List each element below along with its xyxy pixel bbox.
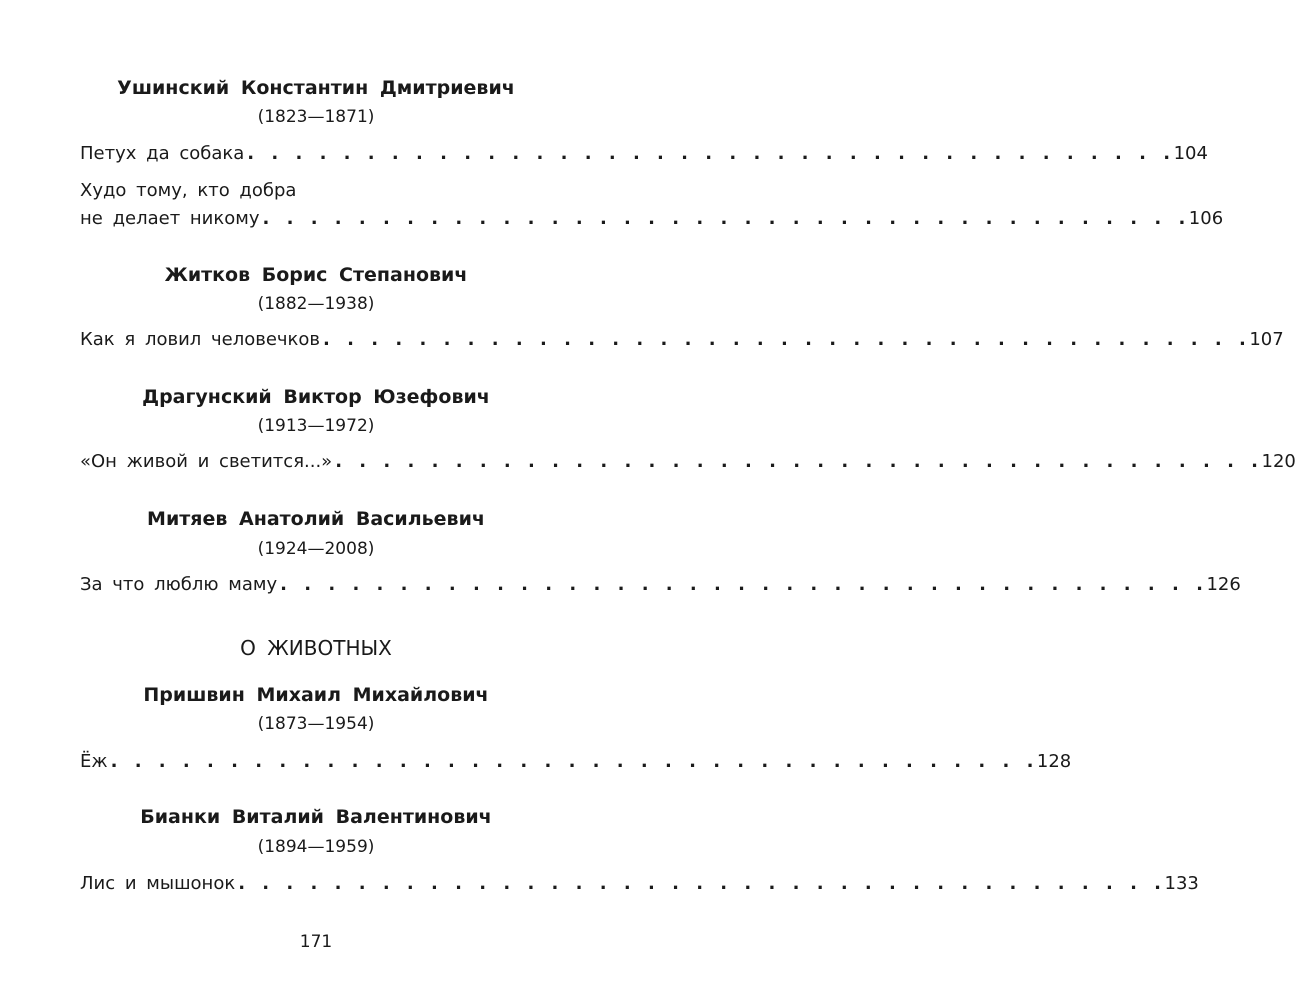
- entry-page-number: 120: [1261, 451, 1296, 472]
- page-number: 171: [299, 932, 333, 952]
- author-years: (1882—1938): [257, 294, 375, 314]
- entry-title: Ёж: [80, 751, 108, 772]
- toc-entry[interactable]: [80, 571, 1241, 599]
- entry-page-number: 106: [1188, 208, 1224, 229]
- dot-leader: . . . . . . . . . . . . . . . . . . . . . . . . . . . . . . . . . . . . . . .: [323, 329, 1250, 350]
- dot-leader: . . . . . . . . . . . . . . . . . . . . . . . . . . . . . . . . . . . . . . .: [280, 574, 1207, 595]
- dot-leader: . . . . . . . . . . . . . . . . . . . . . . . . . . . . . . . . . . . . . . .: [238, 873, 1165, 894]
- author-years: (1913—1972): [257, 416, 375, 436]
- author-name: Житков Борис Степанович: [164, 264, 468, 286]
- toc-entry[interactable]: [80, 748, 1072, 776]
- author-years: (1823—1871): [257, 107, 375, 127]
- entry-title-line1: Худо тому, кто добра: [80, 180, 297, 201]
- toc-entry[interactable]: [80, 140, 1208, 168]
- author-name: Драгунский Виктор Юзефович: [142, 386, 490, 408]
- author-years: (1924—2008): [257, 539, 375, 559]
- author-name: Пришвин Михаил Михайлович: [143, 684, 489, 706]
- toc-entry[interactable]: [80, 177, 1224, 233]
- entry-page-number: 104: [1173, 143, 1208, 164]
- author-name: Митяев Анатолий Васильевич: [147, 508, 485, 530]
- toc-entry[interactable]: [80, 870, 1199, 898]
- toc-entry[interactable]: [80, 326, 1284, 354]
- author-name: Бианки Виталий Валентинович: [140, 806, 492, 828]
- entry-title: Как я ловил человечков: [80, 329, 321, 350]
- entry-title: Петух да собака: [80, 143, 245, 164]
- dot-leader: . . . . . . . . . . . . . . . . . . . . . . . . . . . . . . . . . . . . . . .: [335, 451, 1262, 472]
- entry-page-number: 128: [1036, 751, 1072, 772]
- dot-leader: . . . . . . . . . . . . . . . . . . . . . . . . . . . . . . . . . . . . . . .: [247, 143, 1174, 164]
- entry-page-number: 107: [1249, 329, 1284, 350]
- author-years: (1894—1959): [257, 837, 375, 857]
- table-of-contents-page: [80, 0, 1296, 1000]
- author-years: (1873—1954): [257, 714, 375, 734]
- entry-title: Лис и мышонок: [80, 873, 236, 894]
- entry-page-number: 133: [1164, 873, 1199, 894]
- entry-page-number: 126: [1206, 574, 1241, 595]
- entry-title: не делает никому: [80, 208, 260, 229]
- entry-title: За что люблю маму: [80, 574, 278, 595]
- author-name: Ушинский Константин Дмитриевич: [117, 77, 515, 99]
- entry-title: «Он живой и светится...»: [80, 451, 333, 472]
- dot-leader: . . . . . . . . . . . . . . . . . . . . . . . . . . . . . . . . . . . . . . .: [262, 208, 1189, 229]
- dot-leader: . . . . . . . . . . . . . . . . . . . . . . . . . . . . . . . . . . . . . . .: [110, 751, 1037, 772]
- toc-entry[interactable]: [80, 448, 1296, 476]
- section-title: О ЖИВОТНЫХ: [240, 636, 392, 660]
